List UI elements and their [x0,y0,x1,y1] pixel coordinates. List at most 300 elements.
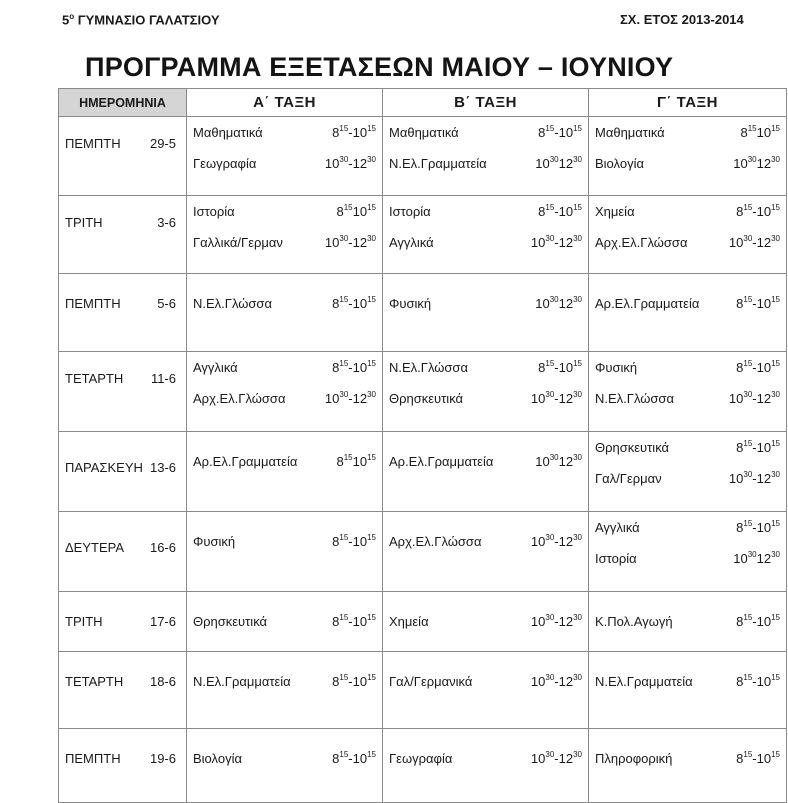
time-end-minutes: 15 [771,518,780,528]
exam-time [538,360,582,375]
time-end-hour: 10 [756,125,772,140]
time-end-hour: 10 [558,125,574,140]
class-b-cell [383,652,589,729]
time-start-minutes: 15 [339,612,349,622]
time-end-hour: 12 [756,471,772,486]
time-start-minutes: 30 [545,612,555,622]
time-end-minutes: 30 [771,154,780,164]
exam-time [531,674,582,689]
table-row [59,652,787,729]
time-end-hour: 10 [558,204,574,219]
time-end-minutes: 15 [771,438,780,448]
exam-time [531,235,582,250]
day-name: ΤΕΤΑΡΤΗ [65,371,124,386]
exam-entry [383,219,588,250]
exam-time [535,454,582,469]
time-end-minutes: 30 [573,672,582,682]
exam-entry [589,219,786,250]
time-end-hour: 10 [756,440,772,455]
exam-subject: Θρησκευτικά [389,391,464,406]
exam-entry [589,140,786,171]
time-separator: - [554,391,559,406]
time-start-hour: 10 [728,235,744,250]
exam-time [733,156,780,171]
time-end-minutes: 30 [367,233,376,243]
time-start-hour: 8 [332,296,340,311]
exam-time [736,296,780,311]
class-a-cell [187,592,383,652]
date-label [59,592,186,629]
class-b-cell [383,352,589,432]
time-end-minutes: 30 [573,452,582,462]
time-start-hour: 8 [332,360,340,375]
time-start-hour: 8 [736,674,744,689]
exam-time [736,751,780,766]
class-c-cell [589,432,787,512]
table-row [59,432,787,512]
time-start-minutes: 30 [545,532,555,542]
exam-entry [383,512,588,549]
exam-time [736,204,780,219]
time-start-hour: 8 [332,125,340,140]
date-value: 3-6 [157,215,176,230]
exam-subject: Ν.Ελ.Γραμματεία [595,674,693,689]
date-value: 13-6 [149,460,176,475]
time-separator: - [348,125,353,140]
day-name: ΠΕΜΠΤΗ [65,296,121,311]
exam-subject: Αρ.Ελ.Γραμματεία [193,454,298,469]
header-date: ΗΜΕΡΟΜΗΝΙΑ [59,89,187,117]
time-end-minutes: 15 [367,294,376,304]
exam-entry [383,140,588,171]
date-cell [59,592,187,652]
class-c-cell [589,352,787,432]
class-c-cell [589,512,787,592]
time-end-hour: 10 [352,360,368,375]
time-start-hour: 10 [535,156,550,171]
time-end-hour: 10 [756,674,772,689]
time-start-hour: 10 [535,296,550,311]
date-cell [59,352,187,432]
class-a-cell [187,729,383,803]
time-start-hour: 8 [332,534,340,549]
exam-subject: Βιολογία [193,751,242,766]
time-start-minutes: 15 [743,672,753,682]
time-start-minutes: 15 [743,358,753,368]
class-b-cell [383,512,589,592]
table-row [59,196,787,274]
table-header-row [59,89,787,117]
time-end-hour: 12 [558,674,574,689]
date-value: 17-6 [149,614,176,629]
time-separator: - [752,614,757,629]
time-end-hour: 12 [558,454,574,469]
class-b-cell [383,592,589,652]
exam-time [336,454,376,469]
time-start-hour: 10 [728,471,744,486]
time-start-minutes: 15 [343,202,353,212]
exam-subject: Φυσική [595,360,638,375]
class-a-cell [187,117,383,196]
time-separator: - [554,360,559,375]
time-end-hour: 10 [558,360,574,375]
class-c-cell [589,196,787,274]
school-label: ΓΥΜΝΑΣΙΟ ΓΑΛΑΤΣΙΟΥ [77,12,220,28]
header-class-c: Γ΄ ΤΑΞΗ [589,89,787,117]
time-separator: - [752,471,757,486]
table-body [59,117,787,803]
exam-entry [589,352,786,375]
time-start-hour: 10 [530,751,546,766]
time-end-minutes: 15 [573,202,582,212]
exam-time [531,391,582,406]
time-end-hour: 12 [352,156,368,171]
time-start-hour: 8 [736,204,744,219]
exam-entry [589,432,786,455]
exam-time [332,751,376,766]
time-end-hour: 10 [352,296,368,311]
exam-entry [383,274,588,311]
exam-time [729,471,780,486]
class-a-cell [187,196,383,274]
time-start-minutes: 15 [339,294,349,304]
exam-subject: Ν.Ελ.Γλώσσα [193,296,272,311]
time-end-hour: 10 [352,674,368,689]
exam-entry [589,512,786,535]
time-end-minutes: 30 [573,749,582,759]
exam-entry [589,592,786,629]
time-start-hour: 10 [530,534,546,549]
time-separator: - [554,614,559,629]
time-start-hour: 8 [538,360,546,375]
class-b-cell [383,729,589,803]
time-end-hour: 10 [352,534,368,549]
date-cell [59,432,187,512]
exam-time [325,156,376,171]
time-start-minutes: 30 [743,469,753,479]
time-start-minutes: 15 [545,358,555,368]
time-end-hour: 10 [756,614,772,629]
time-start-minutes: 15 [545,202,555,212]
time-end-minutes: 30 [771,233,780,243]
exam-entry [589,117,786,140]
time-start-hour: 8 [736,751,744,766]
header-class-a: Α΄ ΤΑΞΗ [187,89,383,117]
exam-subject: Ιστορία [193,204,235,219]
time-start-hour: 10 [733,551,748,566]
exam-time [332,614,376,629]
table-row [59,512,787,592]
time-start-minutes: 30 [743,389,753,399]
date-label [59,117,186,151]
time-start-minutes: 30 [743,233,753,243]
time-start-hour: 10 [728,391,744,406]
time-separator: - [348,751,353,766]
day-name: ΠΕΜΠΤΗ [65,751,121,766]
time-start-hour: 10 [530,614,546,629]
exam-subject: Αρχ.Ελ.Γλώσσα [389,534,482,549]
class-c-cell [589,117,787,196]
exam-subject: Βιολογία [595,156,644,171]
exam-entry [589,455,786,486]
exam-subject: Μαθηματικά [193,125,263,140]
exam-entry [589,274,786,311]
time-separator: - [752,440,757,455]
exam-time [736,674,780,689]
exam-subject: Αρ.Ελ.Γραμματεία [595,296,700,311]
time-separator: - [752,751,757,766]
exam-entry [187,432,382,469]
time-end-minutes: 15 [771,123,780,133]
class-b-cell [383,432,589,512]
time-end-minutes: 15 [771,202,780,212]
time-start-minutes: 15 [743,294,753,304]
time-end-minutes: 30 [573,532,582,542]
time-start-minutes: 15 [545,123,555,133]
exam-entry [187,592,382,629]
date-value: 29-5 [149,136,176,151]
table-row [59,352,787,432]
class-c-cell [589,729,787,803]
date-label [59,652,186,689]
class-a-cell [187,352,383,432]
exam-time [336,204,376,219]
time-separator: - [348,296,353,311]
time-separator: - [752,204,757,219]
time-start-minutes: 15 [339,532,349,542]
exam-time [729,391,780,406]
time-end-hour: 10 [352,125,368,140]
time-end-minutes: 30 [771,549,780,559]
time-end-hour: 12 [558,751,574,766]
exam-subject: Γαλ/Γερμανικά [389,674,473,689]
time-start-hour: 8 [336,204,344,219]
time-end-hour: 12 [756,235,772,250]
time-end-hour: 12 [352,235,368,250]
exam-entry [187,117,382,140]
exam-time [535,156,582,171]
exam-time [736,520,780,535]
exam-entry [589,729,786,766]
exam-subject: Χημεία [389,614,429,629]
time-end-minutes: 15 [771,672,780,682]
exam-time [740,125,780,140]
time-separator: - [348,360,353,375]
time-end-minutes: 15 [771,294,780,304]
class-a-cell [187,512,383,592]
date-value: 18-6 [149,674,176,689]
time-start-minutes: 15 [339,749,349,759]
exam-subject: Κ.Πολ.Αγωγή [595,614,673,629]
time-start-minutes: 15 [747,123,757,133]
time-end-minutes: 30 [573,612,582,622]
day-name: ΠΕΜΠΤΗ [65,136,121,151]
time-end-hour: 12 [756,551,772,566]
exam-time [729,235,780,250]
time-end-minutes: 15 [367,452,376,462]
exam-subject: Ν.Ελ.Γραμματεία [389,156,487,171]
day-name: ΤΡΙΤΗ [65,614,103,629]
time-start-minutes: 15 [339,358,349,368]
exam-time [325,235,376,250]
exam-time [736,360,780,375]
date-value: 16-6 [149,540,176,555]
exam-entry [383,652,588,689]
time-end-minutes: 15 [771,358,780,368]
exam-subject: Θρησκευτικά [595,440,670,455]
time-separator: - [554,751,559,766]
date-cell [59,729,187,803]
time-separator: - [348,391,353,406]
time-end-hour: 10 [352,454,368,469]
time-separator: - [554,534,559,549]
time-end-hour: 10 [352,204,368,219]
date-cell [59,274,187,352]
time-end-hour: 10 [756,751,772,766]
time-end-minutes: 15 [771,749,780,759]
time-separator: - [348,674,353,689]
time-start-minutes: 15 [339,672,349,682]
time-start-hour: 8 [736,614,744,629]
exam-time [736,614,780,629]
time-end-hour: 10 [352,614,368,629]
time-end-hour: 10 [756,204,772,219]
exam-subject: Αρχ.Ελ.Γλώσσα [595,235,688,250]
time-separator: - [348,156,353,171]
time-start-hour: 8 [336,454,344,469]
time-end-hour: 12 [558,156,574,171]
school-number: 5 [62,12,70,28]
time-end-minutes: 15 [367,672,376,682]
exam-subject: Μαθηματικά [595,125,665,140]
exam-time [531,614,582,629]
exam-entry [383,432,588,469]
exam-entry [589,652,786,689]
time-end-hour: 10 [352,751,368,766]
time-end-hour: 12 [558,534,574,549]
class-c-cell [589,274,787,352]
time-end-minutes: 30 [573,233,582,243]
time-separator: - [554,125,559,140]
date-label [59,196,186,230]
exam-subject: Ν.Ελ.Γλώσσα [389,360,468,375]
exam-subject: Γαλλικά/Γερμαν [193,235,283,250]
time-start-hour: 8 [736,440,744,455]
time-start-minutes: 30 [549,452,559,462]
time-end-hour: 12 [558,391,574,406]
date-label [59,432,186,475]
date-label [59,352,186,386]
time-start-hour: 8 [736,520,744,535]
time-start-minutes: 15 [743,749,753,759]
time-start-minutes: 30 [549,294,559,304]
date-value: 5-6 [157,296,176,311]
class-c-cell [589,652,787,729]
time-start-minutes: 30 [545,672,555,682]
date-cell [59,117,187,196]
time-end-minutes: 30 [367,154,376,164]
time-separator: - [348,534,353,549]
time-separator: - [348,614,353,629]
exam-time [332,296,376,311]
time-end-minutes: 30 [573,389,582,399]
class-a-cell [187,274,383,352]
time-start-minutes: 30 [549,154,559,164]
time-end-hour: 10 [756,360,772,375]
exam-subject: Ν.Ελ.Γλώσσα [595,391,674,406]
time-end-minutes: 15 [367,202,376,212]
exam-entry [589,196,786,219]
header-class-b: Β΄ ΤΑΞΗ [383,89,589,117]
time-separator: - [752,520,757,535]
exam-subject: Αγγλικά [193,360,238,375]
time-start-minutes: 30 [545,749,555,759]
time-start-hour: 10 [530,391,546,406]
time-end-minutes: 15 [573,123,582,133]
time-end-minutes: 15 [573,358,582,368]
exam-subject: Μαθηματικά [389,125,459,140]
time-separator: - [752,235,757,250]
exam-time [332,674,376,689]
exam-subject: Φυσική [193,534,236,549]
time-end-minutes: 15 [367,358,376,368]
exam-entry [383,729,588,766]
time-start-minutes: 30 [545,389,555,399]
exam-entry [383,117,588,140]
time-start-minutes: 30 [339,233,349,243]
time-separator: - [752,296,757,311]
exam-subject: Ιστορία [595,551,637,566]
table-row [59,592,787,652]
time-end-minutes: 15 [367,532,376,542]
exam-entry [383,352,588,375]
time-start-hour: 10 [324,391,340,406]
exam-entry [187,512,382,549]
exam-entry [187,274,382,311]
exam-subject: Γεωγραφία [389,751,453,766]
time-start-minutes: 30 [545,233,555,243]
exam-entry [187,375,382,406]
time-end-minutes: 15 [367,749,376,759]
time-start-hour: 8 [332,614,340,629]
time-start-minutes: 15 [743,612,753,622]
exam-schedule-table [58,88,787,803]
date-cell [59,652,187,729]
time-end-minutes: 15 [771,612,780,622]
exam-entry [589,535,786,566]
date-value: 11-6 [150,371,176,386]
time-start-hour: 10 [530,235,546,250]
time-separator: - [752,391,757,406]
time-end-hour: 10 [756,520,772,535]
exam-time [332,360,376,375]
exam-subject: Αγγλικά [595,520,640,535]
school-number-suffix: ο [69,12,75,21]
time-start-minutes: 15 [743,438,753,448]
exam-time [535,296,582,311]
exam-entry [383,592,588,629]
class-b-cell [383,274,589,352]
day-name: ΔΕΥΤΕΡΑ [65,540,125,555]
school-year: ΣΧ. ΕΤΟΣ 2013-2014 [620,12,744,27]
time-start-minutes: 15 [343,452,353,462]
exam-entry [383,196,588,219]
time-start-minutes: 30 [747,549,757,559]
exam-subject: Πληροφορική [595,751,673,766]
exam-time [538,125,582,140]
time-end-hour: 12 [756,391,772,406]
exam-entry [383,375,588,406]
